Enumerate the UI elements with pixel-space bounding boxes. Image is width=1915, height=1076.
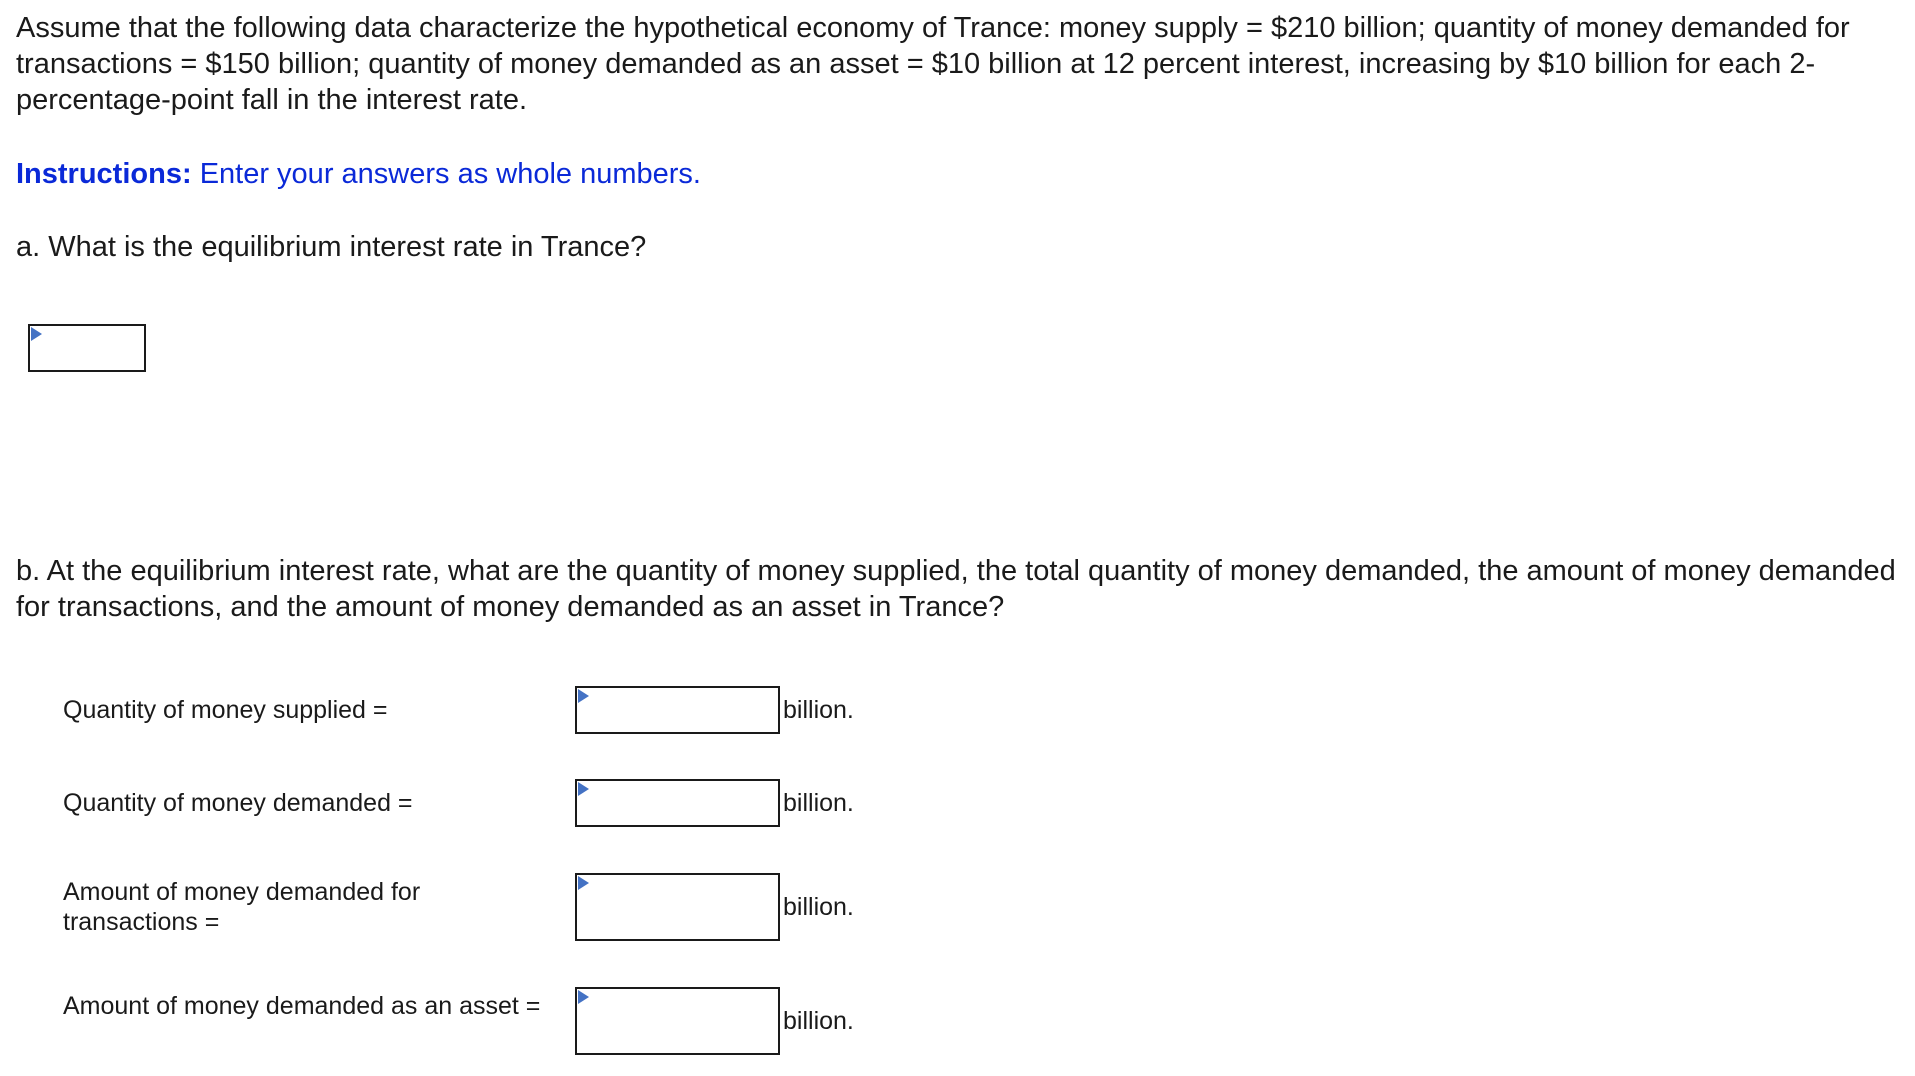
transactions-demand-label: Amount of money demanded for transactions = <box>63 878 421 936</box>
question-a-text: a. What is the equilibrium interest rate in Trance? <box>16 231 647 263</box>
input-flag-icon <box>31 327 42 341</box>
input-flag-icon <box>578 782 589 796</box>
money-demanded-unit: billion. <box>783 789 854 817</box>
equilibrium-interest-rate-input[interactable] <box>28 324 146 372</box>
asset-demand-unit: billion. <box>783 1007 854 1035</box>
instructions-label: Instructions: <box>16 158 192 190</box>
money-supplied-label: Quantity of money supplied = <box>63 696 388 724</box>
input-flag-icon <box>578 990 589 1004</box>
money-demanded-input[interactable] <box>575 779 780 827</box>
problem-statement: Assume that the following data characterize the hypothetical economy of Trance: money supply = $210 billion; quantity of money demanded for transactions = $150 billion; quantity of money demanded as an asset = $10 billion at 12 percent interest, increasing by $10 billion for each 2-percentage-point fall in the interest rate. <box>16 12 1850 116</box>
money-supplied-unit: billion. <box>783 696 854 724</box>
question-b-text: b. At the equilibrium interest rate, what are the quantity of money supplied, the total quantity of money demanded, the amount of money demanded for transactions, and the amount of money demanded as an asset in Trance? <box>16 555 1896 623</box>
asset-demand-input[interactable] <box>575 987 780 1055</box>
instructions-text: Enter your answers as whole numbers. <box>199 158 701 190</box>
asset-demand-label: Amount of money demanded as an asset = <box>63 992 541 1020</box>
input-flag-icon <box>578 876 589 890</box>
input-flag-icon <box>578 689 589 703</box>
transactions-demand-unit: billion. <box>783 893 854 921</box>
money-supplied-input[interactable] <box>575 686 780 734</box>
money-demanded-label: Quantity of money demanded = <box>63 789 413 817</box>
transactions-demand-input[interactable] <box>575 873 780 941</box>
instructions <box>16 156 701 192</box>
